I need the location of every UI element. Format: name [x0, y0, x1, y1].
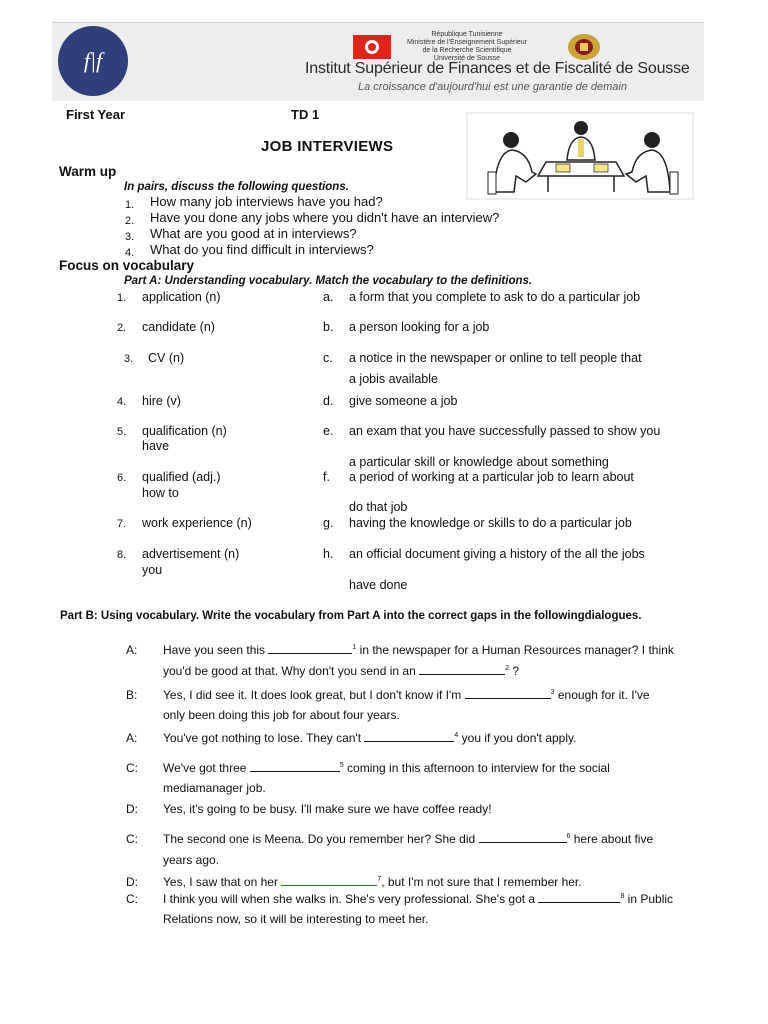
term-number: 1. [117, 292, 127, 304]
speaker: C: [126, 832, 138, 846]
focus-heading: Focus on vocabulary [59, 258, 195, 273]
year-label: First Year [66, 107, 126, 122]
vocab-term: hire (v) [142, 394, 181, 408]
definition: a particular skill or knowledge about something [349, 455, 609, 469]
institute-name: Institut Supérieur de Finances et de Fiscalité de Sousse [305, 60, 690, 77]
answer-gap[interactable] [250, 761, 340, 772]
warm-up-question: What are you good at in interviews? [150, 226, 357, 241]
term-overflow: how to [142, 486, 179, 500]
warm-up-question: Have you done any jobs where you didn't have an interview? [150, 210, 500, 225]
speaker: D: [126, 802, 138, 816]
vocab-term: advertisement (n) [142, 547, 240, 561]
answer-gap[interactable] [419, 664, 505, 675]
dialogue-line: years ago. [163, 853, 220, 867]
definition: a period of working at a particular job to learn about [349, 470, 634, 484]
dialogue-line: only been doing this job for about four years. [163, 708, 400, 722]
answer-gap[interactable] [281, 875, 377, 886]
gov-line: République Tunisienne [431, 31, 503, 38]
term-number: 2. [117, 322, 127, 334]
definition: a jobis available [349, 372, 438, 386]
speaker: B: [126, 688, 138, 702]
speaker: D: [126, 875, 138, 889]
gov-line: Université de Sousse [433, 55, 501, 62]
warm-up-instruction: In pairs, discuss the following questions. [124, 181, 349, 193]
term-number: 4. [117, 396, 127, 408]
warm-up-heading: Warm up [59, 164, 117, 179]
dialogue-line: Yes, I did see it. It does look great, but I don't know if I'm $^3$ enough for it. I've [163, 688, 650, 702]
institute-logo [58, 26, 128, 96]
def-letter: e. [323, 424, 334, 438]
list-item: 1. [125, 199, 135, 211]
vocab-term: candidate (n) [142, 320, 215, 334]
def-letter: b. [323, 320, 334, 334]
dialogue-line: The second one is Meena. Do you remember her? She did $^6$ here about five [163, 832, 654, 846]
warm-up-question: What do you find difficult in interviews? [150, 242, 374, 257]
logo-text: f|f [83, 48, 103, 73]
definition: a person looking for a job [349, 320, 490, 334]
list-item: 4. [125, 247, 135, 259]
def-letter: c. [323, 351, 333, 365]
speaker: C: [126, 761, 138, 775]
td-label: TD 1 [291, 107, 320, 122]
speaker: C: [126, 892, 138, 906]
answer-gap[interactable] [465, 688, 551, 699]
list-item: 2. [125, 215, 135, 227]
university-emblem-icon [566, 32, 602, 62]
definition: having the knowledge or skills to do a particular job [349, 516, 632, 530]
answer-gap[interactable] [479, 832, 567, 843]
gov-line: de la Recherche Scientifique [422, 47, 512, 54]
definition: give someone a job [349, 394, 458, 408]
term-number: 6. [117, 472, 127, 484]
def-letter: d. [323, 394, 334, 408]
vocab-term: qualified (adj.) [142, 470, 221, 484]
dialogue-line: Have you seen this $^1$ in the newspaper for a Human Resources manager? I think [163, 643, 674, 657]
definition: an exam that you have successfully passed to show you [349, 424, 661, 438]
vocab-term: application (n) [142, 290, 221, 304]
term-overflow: you [142, 563, 163, 577]
dialogue-line: mediamanager job. [163, 781, 266, 795]
def-letter: f. [323, 470, 330, 484]
definition: do that job [349, 500, 408, 514]
dialogue-line: Relations now, so it will be interesting to meet her. [163, 912, 429, 926]
answer-gap[interactable] [538, 892, 620, 903]
term-number: 8. [117, 549, 127, 561]
vocab-term: qualification (n) [142, 424, 227, 438]
definition: a notice in the newspaper or online to tell people that [349, 351, 642, 365]
dialogue-line: Yes, it's going to be busy. I'll make sure we have coffee ready! [163, 802, 492, 816]
warm-up-question: How many job interviews have you had? [150, 194, 383, 209]
definition: an official document giving a history of the all the jobs [349, 547, 645, 561]
dialogue-line: You've got nothing to lose. They can't $^4$ you if you don't apply. [163, 731, 577, 745]
interview-illustration [466, 112, 694, 200]
definition: have done [349, 578, 408, 592]
page-title: JOB INTERVIEWS [261, 138, 394, 155]
list-item: 3. [125, 231, 135, 243]
vocab-term: CV (n) [148, 351, 185, 365]
def-letter: g. [323, 516, 334, 530]
part-a-instruction: Part A: Understanding vocabulary. Match the vocabulary to the definitions. [124, 275, 533, 287]
answer-gap[interactable] [364, 731, 454, 742]
dialogue-line: I think you will when she walks in. She's very professional. She's got a $^8$ in Public [163, 892, 674, 906]
term-number: 3. [124, 353, 134, 365]
gov-line: Ministère de l'Enseignement Supérieur [406, 39, 527, 46]
part-b-heading: Part B: Using vocabulary. Write the vocabulary from Part A into the correct gaps in the followingdialogues. [60, 610, 642, 622]
def-letter: h. [323, 547, 334, 561]
vocab-term: work experience (n) [142, 516, 252, 530]
dialogue-line: you'd be good at that. Why don't you send in an $^2$ ? [163, 664, 520, 678]
def-letter: a. [323, 290, 334, 304]
term-number: 7. [117, 518, 127, 530]
dialogue-line: We've got three $^5$ coming in this afternoon to interview for the social [163, 761, 610, 775]
speaker: A: [126, 643, 138, 657]
dialogue-line: Yes, I saw that on her $^7$, but I'm not sure that I remember her. [163, 875, 582, 889]
speaker: A: [126, 731, 138, 745]
institute-slogan: La croissance d'aujourd'hui est une garantie de demain [358, 81, 627, 93]
answer-gap[interactable] [268, 643, 352, 654]
definition: a form that you complete to ask to do a particular job [349, 290, 641, 304]
term-number: 5. [117, 426, 127, 438]
term-overflow: have [142, 439, 170, 453]
